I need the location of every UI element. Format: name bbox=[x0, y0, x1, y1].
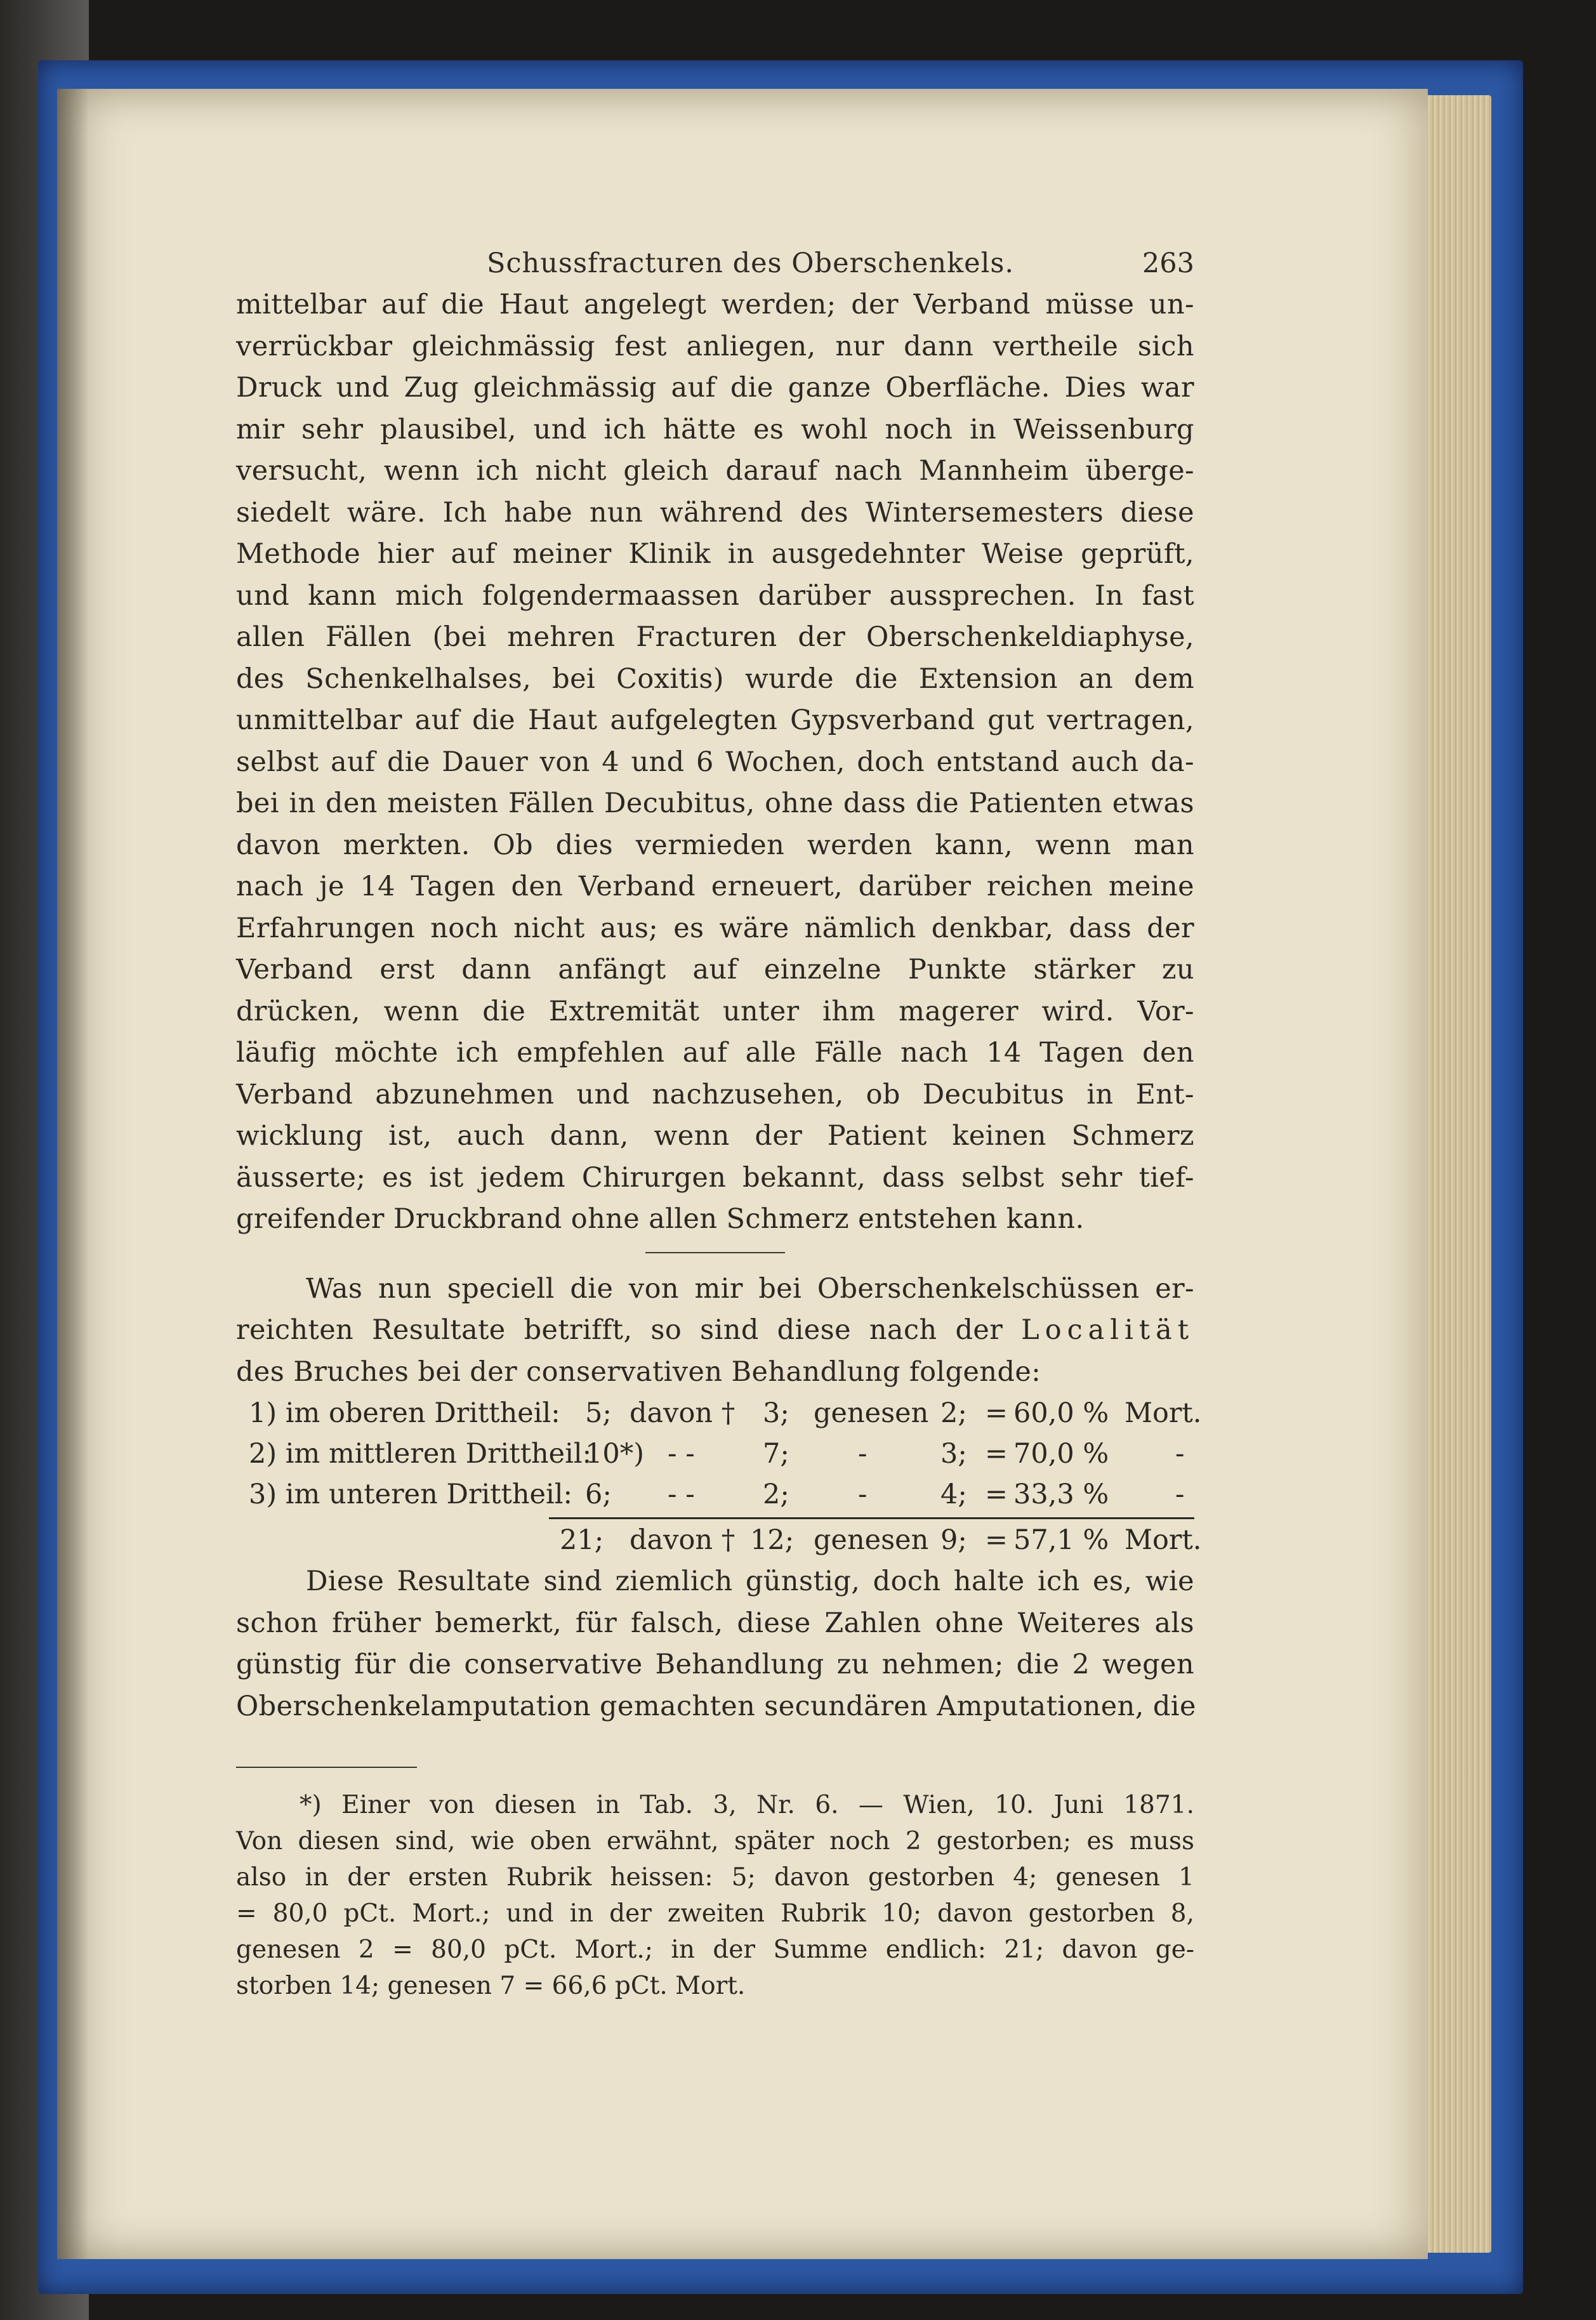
cell-healed: 3; bbox=[940, 1438, 967, 1470]
text-line: versucht, wenn ich nicht gleich darauf nach Mannheim überge- bbox=[236, 455, 1194, 487]
cell-genesen: genesen bbox=[814, 1397, 929, 1429]
sum-total: 21; bbox=[560, 1524, 604, 1556]
cell-mort: - bbox=[1175, 1479, 1185, 1510]
text-line: verrückbar gleichmässig fest anliegen, nur dann vertheile sich bbox=[236, 330, 1194, 362]
running-head-title: Schussfracturen des Oberschenkels. bbox=[487, 247, 1015, 279]
cell-percent: 70,0 % bbox=[1013, 1438, 1109, 1470]
text-line: mittelbar auf die Haut angelegt werden; der Verband müsse un- bbox=[236, 289, 1194, 320]
gutter-shadow bbox=[57, 89, 89, 2259]
text-line: des Bruches bei der conservativen Behandlung folgende: bbox=[236, 1355, 1041, 1388]
text-line: drücken, wenn die Extremität unter ihm magerer wird. Vor- bbox=[236, 995, 1194, 1027]
text-line: günstig für die conservative Behandlung zu nehmen; die 2 wegen bbox=[236, 1649, 1194, 1680]
row-label: 2) im mittleren Drittheil: bbox=[249, 1438, 592, 1470]
text-line: Druck und Zug gleichmässig auf die ganze Oberfläche. Dies war bbox=[236, 372, 1194, 404]
cell-davon: davon † bbox=[630, 1397, 735, 1429]
cell-percent: 60,0 % bbox=[1013, 1397, 1109, 1429]
cell-total: 6; bbox=[585, 1479, 612, 1510]
page-content bbox=[236, 235, 1202, 2004]
footnote-line: = 80,0 pCt. Mort.; und in der zweiten Rubrik 10; davon gestorben 8, bbox=[236, 1899, 1194, 1928]
cell-died: 7; bbox=[763, 1438, 789, 1470]
paragraph-3 bbox=[236, 1561, 1194, 1727]
text-line: läufig möchte ich empfehlen auf alle Fälle nach 14 Tagen den bbox=[236, 1037, 1194, 1069]
text-line: Verband abzunehmen und nachzusehen, ob Decubitus in Ent- bbox=[236, 1078, 1194, 1111]
footnote-rule bbox=[236, 1767, 417, 1768]
paragraph-1 bbox=[236, 284, 1194, 1241]
text-line: Oberschenkelamputation gemachten secundären Amputationen, die bbox=[236, 1690, 1196, 1722]
cell-eq: = bbox=[985, 1438, 1008, 1470]
sum-genesen: genesen bbox=[814, 1524, 929, 1556]
results-table bbox=[236, 1393, 1202, 1561]
cell-healed: 4; bbox=[940, 1479, 967, 1510]
text-line: schon früher bemerkt, für falsch, diese Zahlen ohne Weiteres als bbox=[236, 1607, 1194, 1639]
sum-mort: Mort. bbox=[1124, 1524, 1202, 1556]
sum-healed: 9; bbox=[940, 1524, 967, 1556]
section-divider bbox=[645, 1252, 785, 1253]
cell-percent: 33,3 % bbox=[1013, 1479, 1109, 1510]
text-line: Verband erst dann anfängt auf einzelne Punkte stärker zu bbox=[236, 954, 1194, 985]
row-label: 3) im unteren Drittheil: bbox=[249, 1479, 572, 1510]
sum-davon: davon † bbox=[630, 1524, 735, 1556]
footnote-line: genesen 2 = 80,0 pCt. Mort.; in der Summe endlich: 21; davon ge- bbox=[236, 1935, 1194, 1964]
text-line: mir sehr plausibel, und ich hätte es wohl noch in Weissenburg bbox=[236, 413, 1194, 445]
cell-healed: 2; bbox=[940, 1397, 967, 1429]
cell-died: 3; bbox=[763, 1397, 789, 1429]
text-line: bei in den meisten Fällen Decubitus, ohne dass die Patienten etwas bbox=[236, 788, 1194, 819]
footnote-line: also in der ersten Rubrik heissen: 5; davon gestorben 4; genesen 1 bbox=[236, 1863, 1194, 1892]
text-line bbox=[236, 1310, 1194, 1352]
cell-genesen: - bbox=[858, 1479, 867, 1510]
cell-mort: - bbox=[1175, 1438, 1185, 1470]
text-line: Diese Resultate sind ziemlich günstig, doch halte ich es, wie bbox=[306, 1565, 1194, 1597]
text-line: des Schenkelhalses, bei Coxitis) wurde die Extension an dem bbox=[236, 662, 1194, 695]
sum-rule bbox=[549, 1517, 1194, 1519]
cell-eq: = bbox=[985, 1397, 1008, 1429]
footnote-line: *) Einer von diesen in Tab. 3, Nr. 6. — Wien, 10. Juni 1871. bbox=[300, 1791, 1194, 1819]
cell-davon: - - bbox=[668, 1438, 695, 1470]
cell-died: 2; bbox=[763, 1479, 789, 1510]
text-line: selbst auf die Dauer von 4 und 6 Wochen, doch entstand auch da- bbox=[236, 746, 1194, 778]
text-line: greifender Druckbrand ohne allen Schmerz entstehen kann. bbox=[236, 1203, 1085, 1235]
text-line: äusserte; es ist jedem Chirurgen bekannt, dass selbst sehr tief- bbox=[236, 1161, 1194, 1194]
sum-eq: = bbox=[985, 1524, 1008, 1556]
footnote-line: storben 14; genesen 7 = 66,6 pCt. Mort. bbox=[236, 1972, 746, 2000]
cell-mort: Mort. bbox=[1124, 1397, 1202, 1429]
cell-eq: = bbox=[985, 1479, 1008, 1510]
paragraph-2 bbox=[236, 1269, 1194, 1394]
text-line: und kann mich folgendermaassen darüber aussprechen. In fast bbox=[236, 579, 1194, 612]
cell-genesen: - bbox=[858, 1438, 867, 1470]
page-number: 263 bbox=[1142, 247, 1194, 279]
row-label: 1) im oberen Drittheil: bbox=[249, 1397, 560, 1429]
footnote-line: Von diesen sind, wie oben erwähnt, später noch 2 gestorben; es muss bbox=[236, 1827, 1194, 1855]
cell-total: 5; bbox=[585, 1397, 612, 1429]
text-line: unmittelbar auf die Haut aufgelegten Gypsverband gut vertragen, bbox=[236, 704, 1194, 736]
sum-died: 12; bbox=[750, 1524, 795, 1556]
running-head bbox=[236, 235, 1194, 279]
text-line: siedelt wäre. Ich habe nun während des Wintersemesters diese bbox=[236, 496, 1194, 529]
emphasized-word: Localität bbox=[1021, 1314, 1195, 1346]
text-line: wicklung ist, auch dann, wenn der Patient keinen Schmerz bbox=[236, 1120, 1194, 1152]
footnote bbox=[236, 1787, 1194, 2004]
text-line: Erfahrungen noch nicht aus; es wäre nämlich denkbar, dass der bbox=[236, 912, 1194, 944]
text-line: allen Fällen (bei mehren Fracturen der Oberschenkeldiaphyse, bbox=[236, 621, 1194, 653]
cell-total: 10*) bbox=[585, 1438, 644, 1470]
sum-percent: 57,1 % bbox=[1013, 1524, 1109, 1556]
text-line: nach je 14 Tagen den Verband erneuert, darüber reichen meine bbox=[236, 871, 1194, 902]
cell-davon: - - bbox=[668, 1479, 695, 1510]
text-line: Was nun speciell die von mir bei Oberschenkelschüssen er- bbox=[306, 1272, 1194, 1305]
text-line: Methode hier auf meiner Klinik in ausgedehnter Weise geprüft, bbox=[236, 538, 1194, 570]
text-line: davon merkten. Ob dies vermieden werden kann, wenn man bbox=[236, 829, 1194, 861]
text-fragment: reichten Resultate betrifft, so sind diese nach der bbox=[236, 1314, 1003, 1346]
